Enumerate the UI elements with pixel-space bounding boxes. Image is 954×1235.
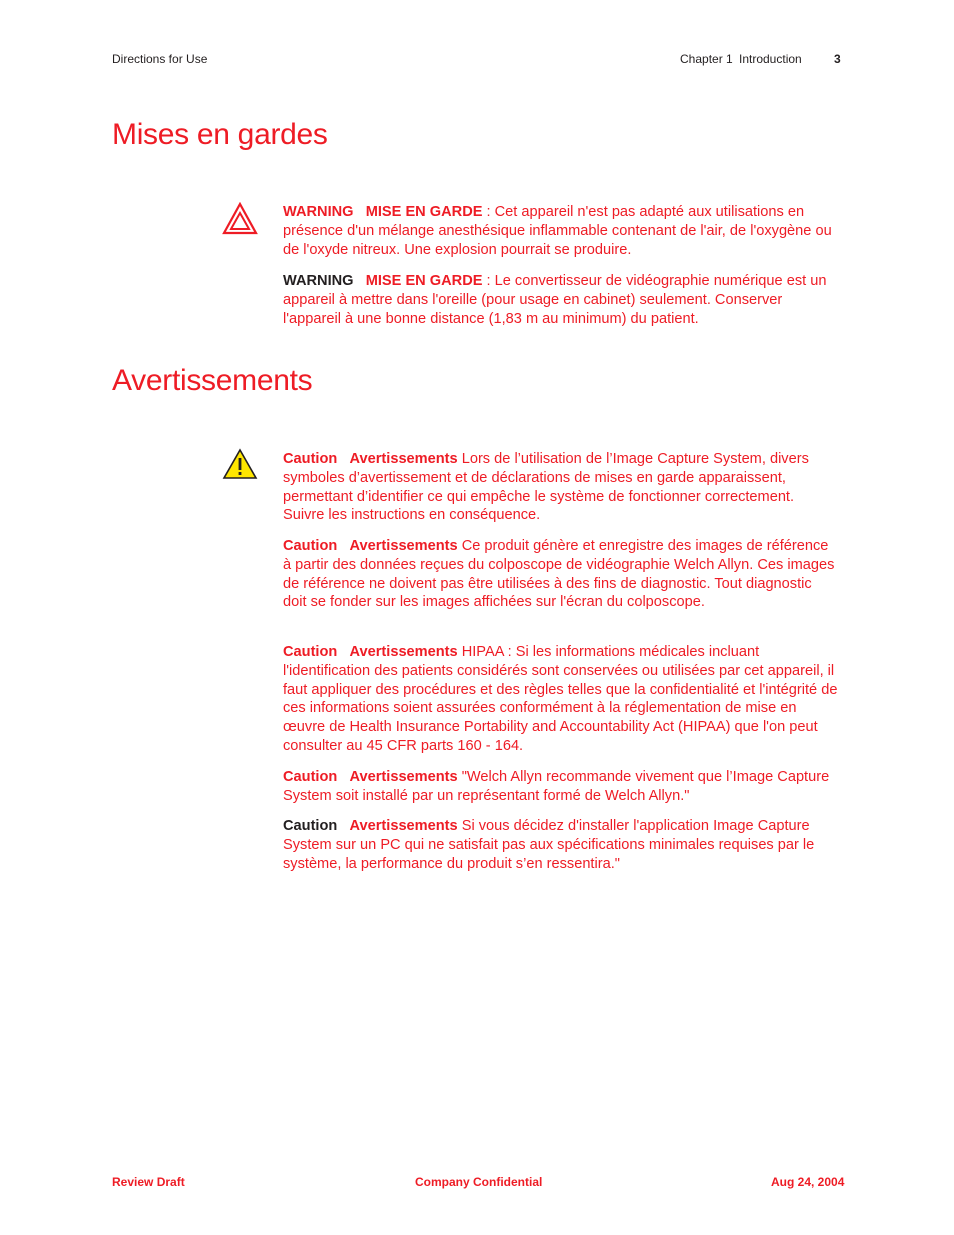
warning-text: : Cet appareil n'est pas adapté aux utilisations en présence d'un mélange anesthésique inflammable contenant de l'air, de l'oxygène ou de l'oxyde nitreux. Une explosion pourrait se produire. <box>283 204 832 258</box>
caution-tag: Caution <box>283 769 338 785</box>
warning-paragraph <box>283 272 839 328</box>
warning-paragraph <box>283 203 839 259</box>
running-header-section: Introduction <box>739 52 802 66</box>
running-header-title: Directions for Use <box>112 52 208 66</box>
caution-paragraph <box>283 537 839 612</box>
page-number: 3 <box>834 52 841 66</box>
caution-tag: Caution <box>283 451 338 467</box>
avertissements-tag: Avertissements <box>349 451 458 467</box>
caution-text: Ce produit génère et enregistre des images de référence à partir des données reçues du colposcope de vidéographie Welch Allyn. Ces images de référence ne doivent pas être utilisées à des fins de diagnostic. Tout diagnostic doit se fonder sur les images affichées sur l'écran du colposcope. <box>283 538 835 611</box>
section-heading-avertissements: Avertissements <box>112 364 313 397</box>
mise-en-garde-tag: MISE EN GARDE <box>365 273 483 289</box>
hazard-warning-icon <box>222 202 258 240</box>
footer-review-draft: Review Draft <box>112 1175 185 1189</box>
caution-paragraph <box>283 450 839 525</box>
avertissements-tag: Avertissements <box>349 644 458 660</box>
caution-paragraph <box>283 817 839 873</box>
warning-text: : Le convertisseur de vidéographie numérique est un appareil à mettre dans l'oreille (pour usage en cabinet) seulement. Conserver l'appareil à une bonne distance (1,83 m au minimum) du patient. <box>283 273 827 327</box>
footer-date: Aug 24, 2004 <box>771 1175 845 1189</box>
caution-tag: Caution <box>283 818 338 834</box>
caution-tag: Caution <box>283 538 338 554</box>
avertissements-tag: Avertissements <box>349 818 458 834</box>
caution-paragraph <box>283 768 839 806</box>
caution-text: "Welch Allyn recommande vivement que l’Image Capture System soit installé par un représentant formé de Welch Allyn." <box>283 769 830 804</box>
footer-confidential: Company Confidential <box>415 1175 543 1189</box>
avertissements-tag: Avertissements <box>349 769 458 785</box>
warning-tag: WARNING <box>283 204 354 220</box>
caution-text: Si vous décidez d'installer l'application Image Capture System sur un PC qui ne satisfait pas aux spécifications minimales requises par le système, la performance du produit s’en ressentira." <box>283 818 815 872</box>
mise-en-garde-tag: MISE EN GARDE <box>365 204 483 220</box>
caution-paragraph <box>283 643 839 756</box>
caution-exclamation-icon <box>222 448 258 485</box>
avertissements-tag: Avertissements <box>349 538 458 554</box>
caution-text: HIPAA : Si les informations médicales incluant l'identification des patients considérés sont conservées ou utilisées par cet appareil, il faut appliquer des procédures et des règles telles que la confidentialité et l'intégrité de ces informations soient assurées conformément à la réglementation de mise en œuvre de Health Insurance Portability and Accountability Act (HIPAA) que l'on peut consulter au 45 CFR parts 160 - 164. <box>283 644 838 754</box>
caution-tag: Caution <box>283 644 338 660</box>
caution-text: Lors de l’utilisation de l’Image Capture System, divers symboles d’avertissement et de déclarations de mises en garde apparaissent, permettant d’identifier ce qui empêche le système de fonctionner correctement. Suivre les instructions en conséquence. <box>283 451 809 524</box>
section-heading-mises-en-gardes: Mises en gardes <box>112 118 328 151</box>
running-header-chapter: Chapter 1 <box>680 52 733 66</box>
warning-tag: WARNING <box>283 273 354 289</box>
